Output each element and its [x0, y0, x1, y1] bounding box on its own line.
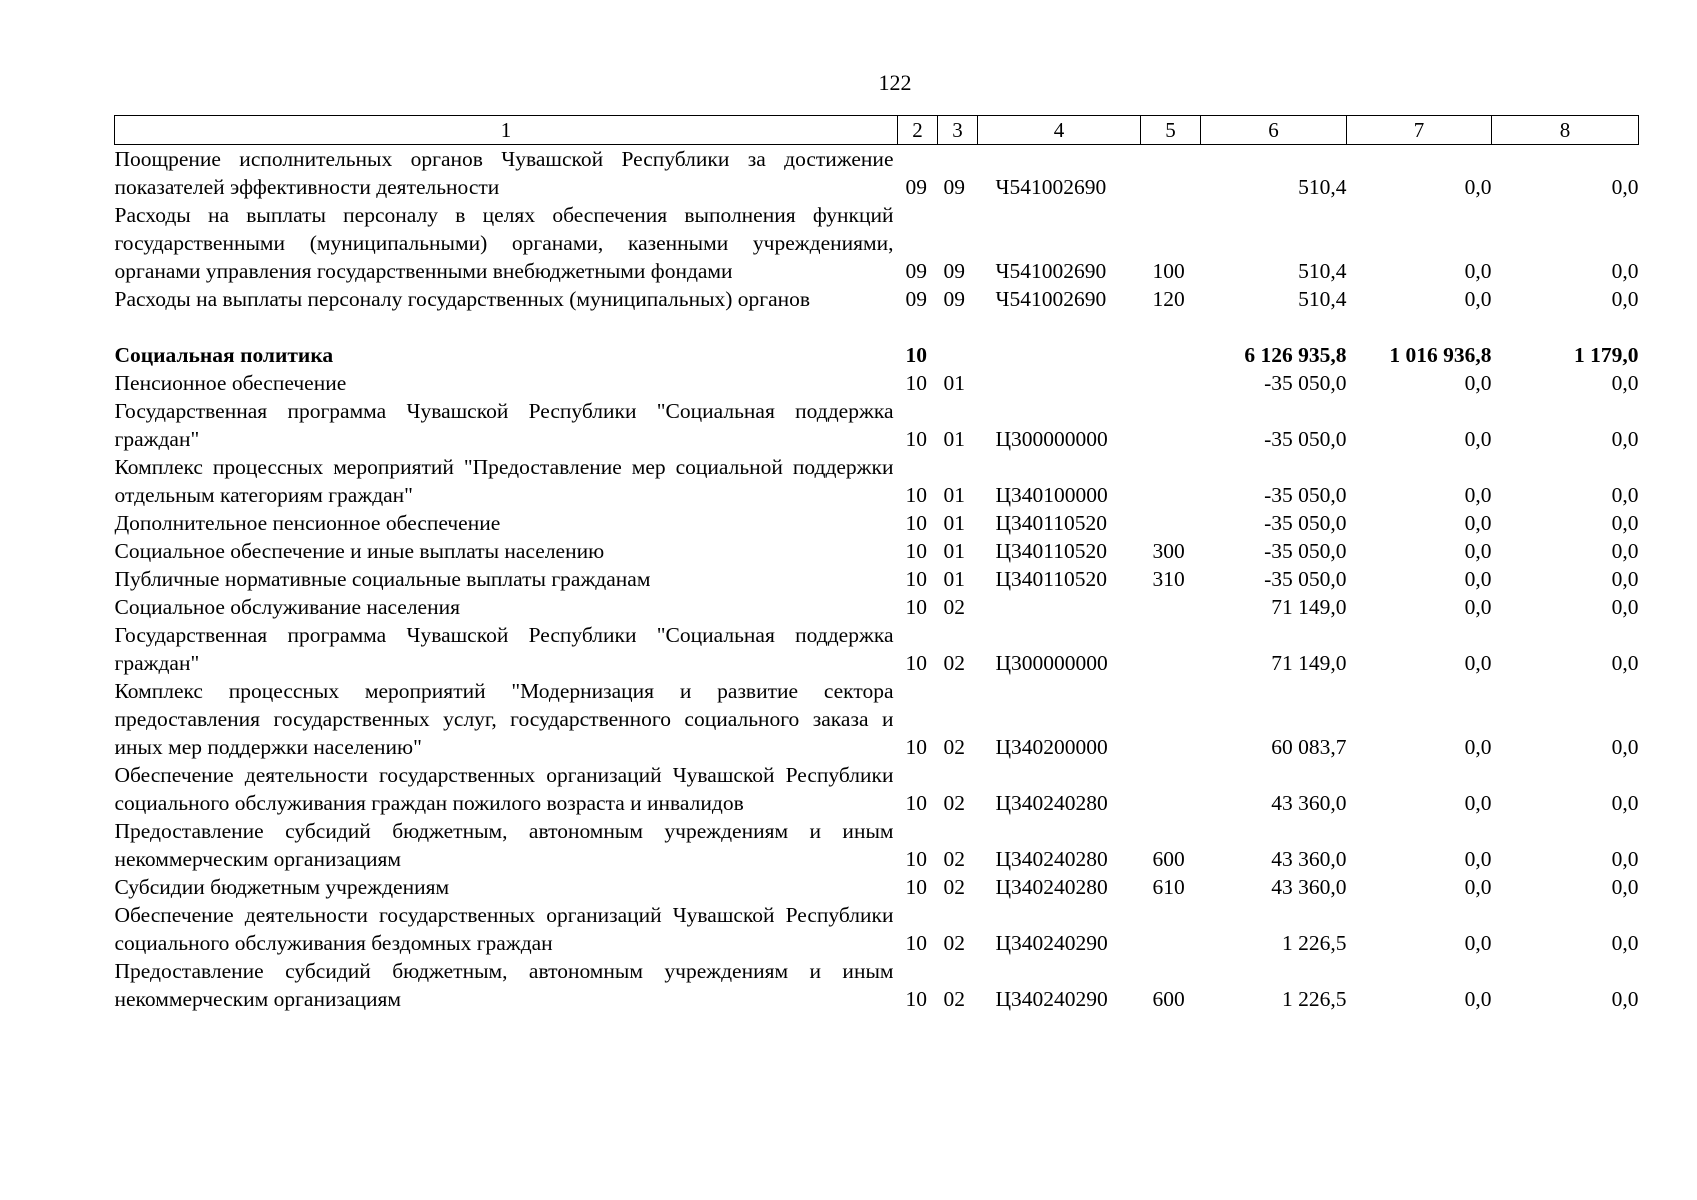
- amount-col8: 0,0: [1611, 567, 1639, 591]
- table-row: [115, 761, 1639, 817]
- section-code: 10: [905, 371, 927, 395]
- row-description: Комплекс процессных мероприятий "Модернизация и развитие сектора предоставления государственных услуг, государственного социального заказа и иных мер поддержки населению": [114, 679, 894, 759]
- subsection-code: 02: [943, 931, 965, 955]
- amount-col8: 0,0: [1611, 791, 1639, 815]
- expense-type-code: [1141, 397, 1201, 453]
- amount-col7: 0,0: [1464, 595, 1492, 619]
- section-code: 10: [905, 595, 927, 619]
- amount-col7: 0,0: [1464, 287, 1492, 311]
- section-code: 10: [905, 735, 927, 759]
- amount-col8: 0,0: [1611, 287, 1639, 311]
- table-row: [115, 957, 1639, 1013]
- amount-col6: -35 050,0: [1264, 483, 1347, 507]
- table-body: [115, 145, 1639, 1014]
- table-row: [115, 593, 1639, 621]
- subsection-code: 01: [943, 483, 965, 507]
- section-code: 10: [905, 483, 927, 507]
- expense-type-code: [1141, 341, 1201, 369]
- row-description: Расходы на выплаты персоналу в целях обеспечения выполнения функций государственными (муниципальными) органами, казенными учреждениями, органами управления государственными внебюджетными фондами: [114, 203, 894, 283]
- amount-col6: -35 050,0: [1264, 539, 1347, 563]
- table-row: [115, 565, 1639, 593]
- amount-col7: 0,0: [1464, 539, 1492, 563]
- spacer-row: [115, 313, 1639, 341]
- row-description: Публичные нормативные социальные выплаты гражданам: [114, 567, 651, 591]
- amount-col8: 0,0: [1611, 847, 1639, 871]
- amount-col6: -35 050,0: [1264, 567, 1347, 591]
- target-article-code: Ц340110520: [995, 539, 1107, 563]
- target-article-code: Ц340240280: [995, 847, 1108, 871]
- amount-col6: 43 360,0: [1271, 791, 1347, 815]
- target-article-code: Ч541002690: [995, 287, 1107, 311]
- target-article-code: Ц300000000: [995, 427, 1108, 451]
- amount-col8: 0,0: [1611, 483, 1639, 507]
- row-description: Предоставление субсидий бюджетным, автономным учреждениям и иным некоммерческим организациям: [114, 959, 894, 1011]
- budget-table: [114, 115, 1639, 1013]
- subsection-code: 02: [943, 735, 965, 759]
- section-code: 10: [905, 651, 927, 675]
- expense-type-code: 300: [1152, 539, 1185, 563]
- section-code: 10: [905, 987, 927, 1011]
- amount-col7: 0,0: [1464, 427, 1492, 451]
- amount-col7: 0,0: [1464, 987, 1492, 1011]
- row-description: Социальная политика: [114, 343, 334, 367]
- target-article-code: Ц340240280: [995, 791, 1108, 815]
- amount-col7: 1 016 936,8: [1389, 343, 1492, 367]
- amount-col8: 0,0: [1611, 651, 1639, 675]
- amount-col6: 43 360,0: [1271, 847, 1347, 871]
- column-header-7: 7: [1347, 116, 1492, 145]
- row-description: Социальное обеспечение и иные выплаты населению: [114, 539, 605, 563]
- table-row: [115, 901, 1639, 957]
- table-row: [115, 285, 1639, 313]
- subsection-code: 02: [943, 875, 965, 899]
- amount-col7: 0,0: [1464, 371, 1492, 395]
- row-description: Субсидии бюджетным учреждениям: [114, 875, 450, 899]
- amount-col8: 0,0: [1611, 175, 1639, 199]
- target-article-code: [978, 593, 1141, 621]
- row-description: Дополнительное пенсионное обеспечение: [114, 511, 501, 535]
- amount-col7: 0,0: [1464, 735, 1492, 759]
- target-article-code: [978, 341, 1141, 369]
- target-article-code: Ц340100000: [995, 483, 1108, 507]
- expense-type-code: [1141, 901, 1201, 957]
- column-header-2: 2: [898, 116, 938, 145]
- target-article-code: Ц340200000: [995, 735, 1108, 759]
- amount-col6: 510,4: [1298, 259, 1347, 283]
- amount-col8: 0,0: [1611, 931, 1639, 955]
- column-header-3: 3: [938, 116, 978, 145]
- subsection-code: 09: [943, 175, 965, 199]
- target-article-code: Ц340110520: [995, 511, 1107, 535]
- section-code: 10: [905, 427, 927, 451]
- amount-col8: 0,0: [1611, 539, 1639, 563]
- expense-type-code: 600: [1152, 847, 1185, 871]
- expense-type-code: [1141, 621, 1201, 677]
- column-number-header: [115, 116, 1639, 145]
- section-code: 09: [905, 287, 927, 311]
- amount-col6: -35 050,0: [1264, 427, 1347, 451]
- subsection-code: 02: [943, 651, 965, 675]
- row-description: Комплекс процессных мероприятий "Предоставление мер социальной поддержки отдельным категориям граждан": [114, 455, 894, 507]
- expense-type-code: [1141, 453, 1201, 509]
- section-code: 09: [905, 259, 927, 283]
- amount-col8: 0,0: [1611, 259, 1639, 283]
- table-row: [115, 453, 1639, 509]
- expense-type-code: [1141, 369, 1201, 397]
- amount-col7: 0,0: [1464, 651, 1492, 675]
- table-row: [115, 621, 1639, 677]
- subsection-code: 01: [943, 539, 965, 563]
- table-row: [115, 341, 1639, 369]
- section-code: 10: [905, 791, 927, 815]
- section-code: 10: [905, 511, 927, 535]
- subsection-code: 01: [943, 427, 965, 451]
- target-article-code: [978, 369, 1141, 397]
- target-article-code: Ц300000000: [995, 651, 1108, 675]
- target-article-code: Ч541002690: [995, 259, 1107, 283]
- amount-col7: 0,0: [1464, 567, 1492, 591]
- expense-type-code: [1141, 761, 1201, 817]
- amount-col8: 0,0: [1611, 987, 1639, 1011]
- amount-col8: 0,0: [1611, 875, 1639, 899]
- row-description: Обеспечение деятельности государственных организаций Чувашской Республики социального обслуживания бездомных граждан: [114, 903, 894, 955]
- column-header-8: 8: [1492, 116, 1639, 145]
- expense-type-code: [1141, 509, 1201, 537]
- section-code: 10: [905, 343, 927, 367]
- section-code: 09: [905, 175, 927, 199]
- target-article-code: Ц340240290: [995, 931, 1108, 955]
- target-article-code: Ч541002690: [995, 175, 1107, 199]
- row-description: Обеспечение деятельности государственных организаций Чувашской Республики социального обслуживания граждан пожилого возраста и инвалидов: [114, 763, 894, 815]
- subsection-code: 02: [943, 987, 965, 1011]
- table-row: [115, 369, 1639, 397]
- target-article-code: Ц340240290: [995, 987, 1108, 1011]
- subsection-code: 09: [943, 259, 965, 283]
- subsection-code: 01: [943, 511, 965, 535]
- amount-col7: 0,0: [1464, 931, 1492, 955]
- subsection-code: 02: [943, 791, 965, 815]
- subsection-code: 02: [943, 595, 965, 619]
- subsection-code: 01: [943, 371, 965, 395]
- page-number: 122: [878, 70, 912, 95]
- subsection-code: 09: [943, 287, 965, 311]
- table-row: [115, 201, 1639, 285]
- amount-col8: 0,0: [1611, 371, 1639, 395]
- row-description: Социальное обслуживание населения: [114, 595, 461, 619]
- row-description: Пенсионное обеспечение: [114, 371, 347, 395]
- expense-type-code: 600: [1152, 987, 1185, 1011]
- row-description: Расходы на выплаты персоналу государственных (муниципальных) органов: [114, 287, 811, 311]
- expense-type-code: 310: [1152, 567, 1185, 591]
- amount-col8: 0,0: [1611, 735, 1639, 759]
- column-header-4: 4: [978, 116, 1141, 145]
- row-description: Поощрение исполнительных органов Чувашской Республики за достижение показателей эффективности деятельности: [114, 147, 894, 199]
- amount-col7: 0,0: [1464, 791, 1492, 815]
- amount-col6: 510,4: [1298, 175, 1347, 199]
- amount-col6: 71 149,0: [1271, 651, 1347, 675]
- amount-col7: 0,0: [1464, 483, 1492, 507]
- amount-col8: 0,0: [1611, 595, 1639, 619]
- table-row: [115, 817, 1639, 873]
- target-article-code: Ц340110520: [995, 567, 1107, 591]
- table-row: [115, 677, 1639, 761]
- amount-col6: 71 149,0: [1271, 595, 1347, 619]
- section-code: 10: [905, 567, 927, 591]
- table-row: [115, 873, 1639, 901]
- spacer-cell: [115, 313, 1639, 341]
- amount-col6: 60 083,7: [1271, 735, 1347, 759]
- amount-col8: 0,0: [1611, 511, 1639, 535]
- expense-type-code: 120: [1152, 287, 1185, 311]
- table-row: [115, 537, 1639, 565]
- table-row: [115, 145, 1639, 202]
- amount-col7: 0,0: [1464, 175, 1492, 199]
- amount-col7: 0,0: [1464, 511, 1492, 535]
- section-code: 10: [905, 931, 927, 955]
- row-description: Предоставление субсидий бюджетным, автономным учреждениям и иным некоммерческим организациям: [114, 819, 894, 871]
- section-code: 10: [905, 539, 927, 563]
- column-header-1: 1: [115, 116, 898, 145]
- amount-col6: 1 226,5: [1282, 987, 1347, 1011]
- table-row: [115, 397, 1639, 453]
- amount-col6: 1 226,5: [1282, 931, 1347, 955]
- amount-col6: 510,4: [1298, 287, 1347, 311]
- table-row: [115, 509, 1639, 537]
- amount-col8: 0,0: [1611, 427, 1639, 451]
- amount-col6: -35 050,0: [1264, 371, 1347, 395]
- subsection-code: 02: [943, 847, 965, 871]
- amount-col6: 6 126 935,8: [1244, 343, 1347, 367]
- section-code: 10: [905, 875, 927, 899]
- expense-type-code: [1141, 677, 1201, 761]
- amount-col7: 0,0: [1464, 875, 1492, 899]
- target-article-code: Ц340240280: [995, 875, 1108, 899]
- amount-col6: -35 050,0: [1264, 511, 1347, 535]
- expense-type-code: 610: [1152, 875, 1185, 899]
- expense-type-code: [1141, 145, 1201, 202]
- subsection-code: [938, 341, 978, 369]
- row-description: Государственная программа Чувашской Республики "Социальная поддержка граждан": [114, 399, 894, 451]
- amount-col7: 0,0: [1464, 259, 1492, 283]
- column-header-6: 6: [1201, 116, 1347, 145]
- amount-col7: 0,0: [1464, 847, 1492, 871]
- subsection-code: 01: [943, 567, 965, 591]
- amount-col8: 1 179,0: [1574, 343, 1639, 367]
- amount-col6: 43 360,0: [1271, 875, 1347, 899]
- expense-type-code: 100: [1152, 259, 1185, 283]
- expense-type-code: [1141, 593, 1201, 621]
- section-code: 10: [905, 847, 927, 871]
- column-header-5: 5: [1141, 116, 1201, 145]
- row-description: Государственная программа Чувашской Республики "Социальная поддержка граждан": [114, 623, 894, 675]
